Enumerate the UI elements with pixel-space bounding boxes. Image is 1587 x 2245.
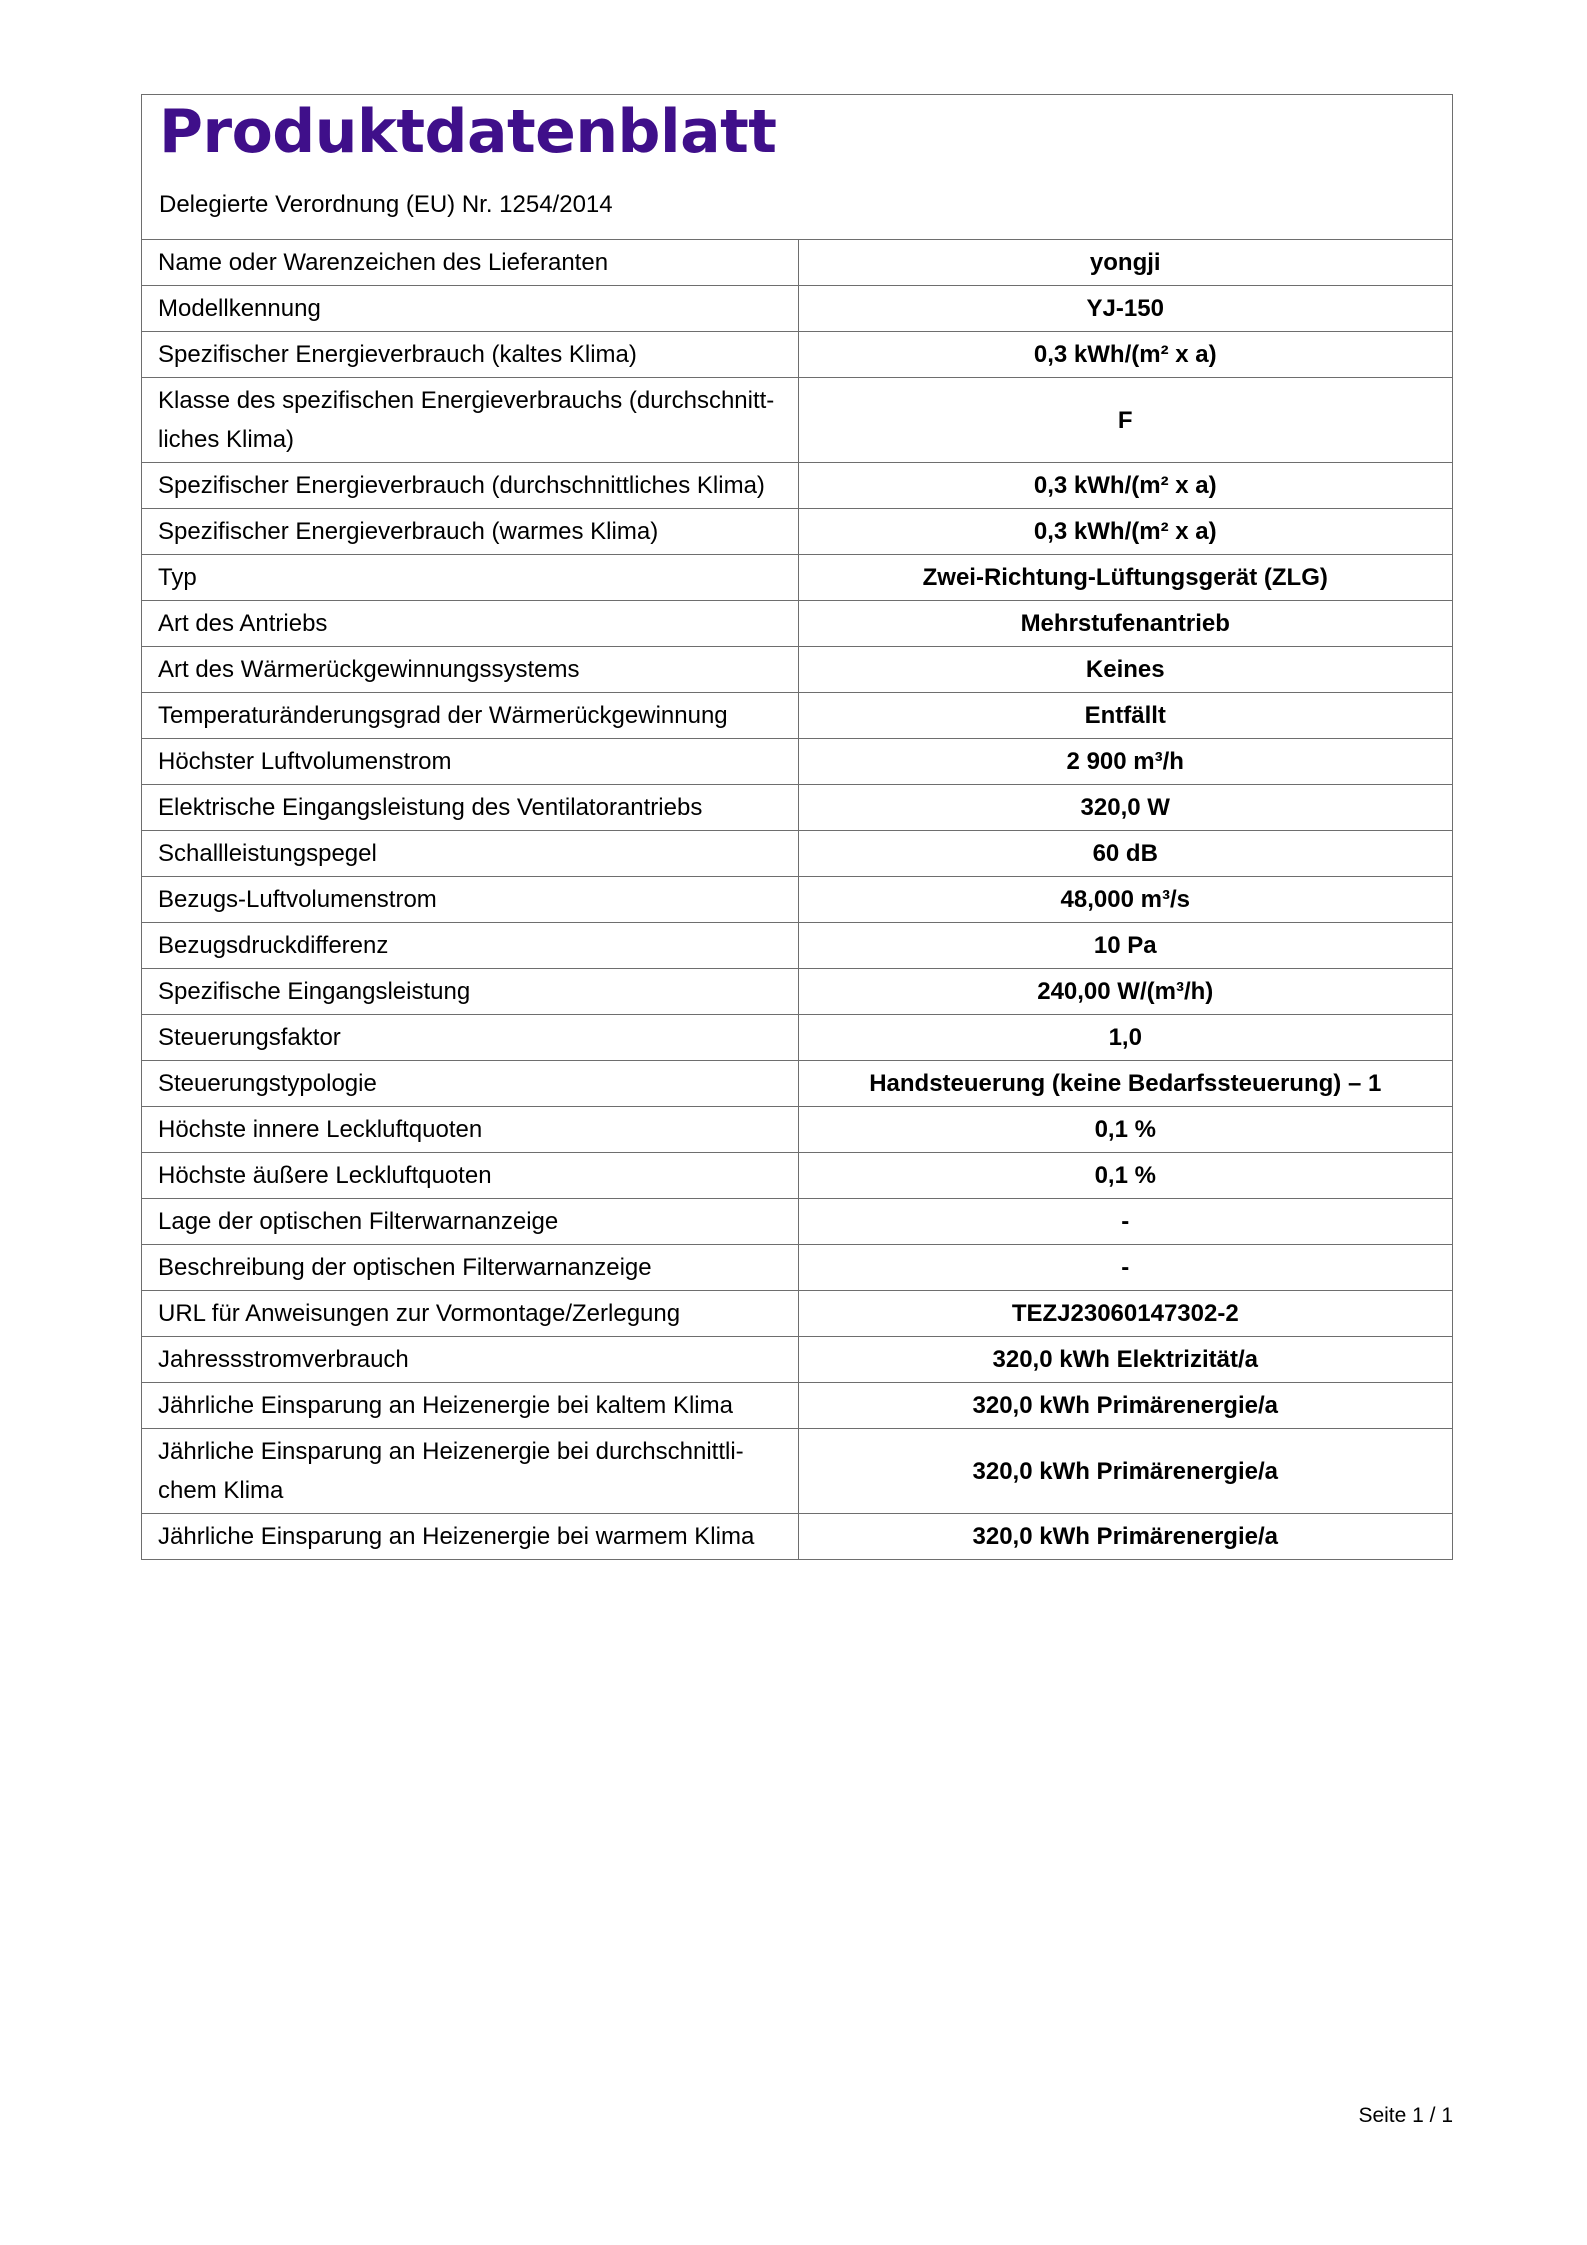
- row-value: Handsteuerung (keine Bedarfssteuerung) – 1: [798, 1061, 1452, 1107]
- row-label: Jährliche Einsparung an Heizenergie bei kaltem Klima: [142, 1383, 798, 1429]
- table-row: [142, 1514, 1452, 1560]
- table-row: [142, 509, 1452, 555]
- row-label: Elektrische Eingangsleistung des Ventilatorantriebs: [142, 785, 798, 831]
- row-value: 320,0 W: [798, 785, 1452, 831]
- row-value: -: [798, 1245, 1452, 1291]
- row-value: 320,0 kWh Primärenergie/a: [972, 1523, 1278, 1550]
- table-row: [142, 739, 1452, 785]
- product-data-sheet: [141, 94, 1453, 1560]
- table-row: [142, 1337, 1452, 1383]
- row-label: Klasse des spezifischen Energieverbrauchs (durchschnitt-liches Klima): [142, 378, 798, 463]
- table-row: [142, 1291, 1452, 1337]
- row-label: Art des Antriebs: [142, 601, 798, 647]
- row-value: 48,000 m³/s: [798, 877, 1452, 923]
- product-data-table: [142, 240, 1452, 1559]
- table-row: [142, 831, 1452, 877]
- row-value: 1,0: [798, 1015, 1452, 1061]
- row-value: Zwei-Richtung-Lüftungsgerät (ZLG): [798, 555, 1452, 601]
- row-label: Typ: [142, 555, 798, 601]
- row-value: -: [798, 1199, 1452, 1245]
- table-row: [142, 1245, 1452, 1291]
- row-value: yongji: [798, 240, 1452, 286]
- table-row: [142, 332, 1452, 378]
- table-row: [142, 601, 1452, 647]
- row-label: Art des Wärmerückgewinnungssystems: [142, 647, 798, 693]
- table-row: [142, 1107, 1452, 1153]
- row-value: Entfällt: [798, 693, 1452, 739]
- row-label: Spezifischer Energieverbrauch (warmes Klima): [142, 509, 798, 555]
- row-value: 320,0 kWh Primärenergie/a: [798, 1429, 1452, 1514]
- row-label: Modellkennung: [142, 286, 798, 332]
- row-label: Spezifische Eingangsleistung: [142, 969, 798, 1015]
- row-label: Steuerungsfaktor: [142, 1015, 798, 1061]
- row-label: Höchste äußere Leckluftquoten: [142, 1153, 798, 1199]
- row-label: Jährliche Einsparung an Heizenergie bei durchschnittli-chem Klima: [142, 1429, 798, 1514]
- table-row: [142, 555, 1452, 601]
- row-label: Jährliche Einsparung an Heizenergie bei warmem Klima: [142, 1514, 798, 1560]
- row-label: URL für Anweisungen zur Vormontage/Zerlegung: [142, 1291, 798, 1337]
- row-value: 10 Pa: [798, 923, 1452, 969]
- row-value: 60 dB: [798, 831, 1452, 877]
- row-value: 0,1 %: [798, 1107, 1452, 1153]
- table-row: [142, 286, 1452, 332]
- table-row: [142, 463, 1452, 509]
- regulation-subtitle: Delegierte Verordnung (EU) Nr. 1254/2014: [159, 191, 613, 218]
- table-row: [142, 693, 1452, 739]
- table-row: [142, 647, 1452, 693]
- row-label: Bezugs-Luftvolumenstrom: [142, 877, 798, 923]
- sheet-header: [142, 95, 1452, 240]
- row-label: Beschreibung der optischen Filterwarnanzeige: [142, 1245, 798, 1291]
- page-number: Seite 1 / 1: [1358, 2104, 1453, 2127]
- row-value: 2 900 m³/h: [798, 739, 1452, 785]
- row-value: 320,0 kWh Elektrizität/a: [798, 1337, 1452, 1383]
- table-row: [142, 923, 1452, 969]
- table-row: [142, 1153, 1452, 1199]
- row-value: Mehrstufenantrieb: [798, 601, 1452, 647]
- table-row: [142, 1199, 1452, 1245]
- page-title: Produktdatenblatt: [159, 97, 777, 167]
- row-label: Jahressstromverbrauch: [142, 1337, 798, 1383]
- row-label: Lage der optischen Filterwarnanzeige: [142, 1199, 798, 1245]
- table-row: [142, 969, 1452, 1015]
- table-body: [142, 240, 1452, 1559]
- row-label: Spezifischer Energieverbrauch (kaltes Klima): [142, 332, 798, 378]
- row-label: Temperaturänderungsgrad der Wärmerückgewinnung: [142, 693, 798, 739]
- row-value: TEZJ23060147302-2: [798, 1291, 1452, 1337]
- row-value: 0,3 kWh/(m² x a): [798, 509, 1452, 555]
- row-label: Steuerungstypologie: [142, 1061, 798, 1107]
- table-row: [142, 240, 1452, 286]
- row-value: Keines: [798, 647, 1452, 693]
- row-label: Schallleistungspegel: [142, 831, 798, 877]
- row-value: 0,1 %: [798, 1153, 1452, 1199]
- table-row: [142, 1015, 1452, 1061]
- table-row: [142, 785, 1452, 831]
- row-value: 240,00 W/(m³/h): [798, 969, 1452, 1015]
- row-label: Name oder Warenzeichen des Lieferanten: [142, 240, 798, 286]
- table-row: [142, 1061, 1452, 1107]
- row-value: F: [798, 378, 1452, 463]
- row-value: 320,0 kWh Primärenergie/a: [798, 1383, 1452, 1429]
- row-value: YJ-150: [798, 286, 1452, 332]
- row-label: Höchster Luftvolumenstrom: [142, 739, 798, 785]
- row-label: Bezugsdruckdifferenz: [142, 923, 798, 969]
- row-value: 0,3 kWh/(m² x a): [798, 463, 1452, 509]
- table-row: [142, 378, 1452, 463]
- row-label: Spezifischer Energieverbrauch (durchschnittliches Klima): [142, 463, 798, 509]
- table-row: [142, 1429, 1452, 1514]
- table-row: [142, 877, 1452, 923]
- row-label: Höchste innere Leckluftquoten: [142, 1107, 798, 1153]
- row-value: 0,3 kWh/(m² x a): [798, 332, 1452, 378]
- table-row: [142, 1383, 1452, 1429]
